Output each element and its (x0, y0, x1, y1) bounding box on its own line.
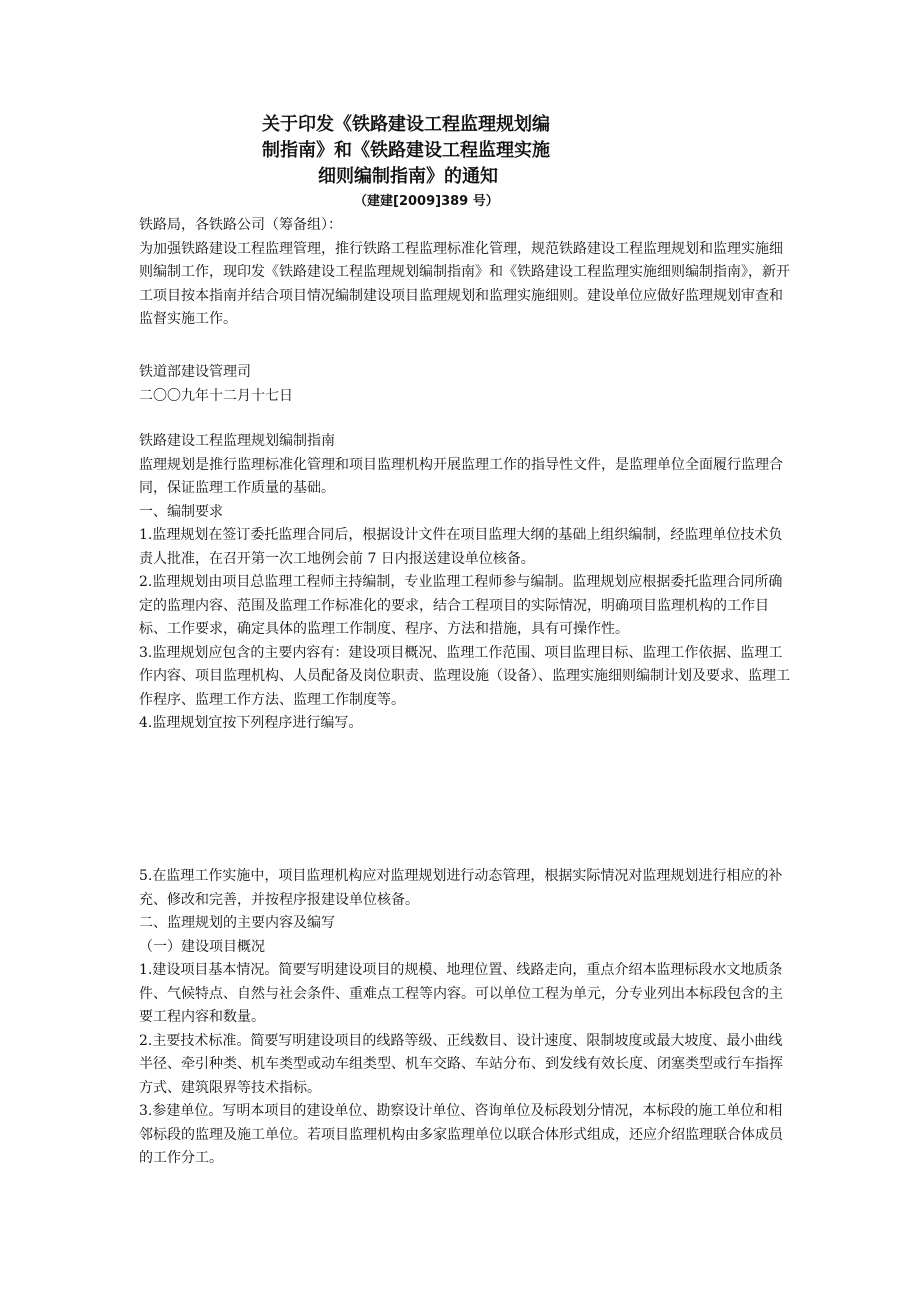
list-item: 2.监理规划由项目总监理工程师主持编制，专业监理工程师参与编制。监理规划应根据委托监理合同所确定的监理内容、范围及监理工作标准化的要求，结合工程项目的实际情况，明确项目监理机构的工作目标、工作要求，确定具体的监理工作制度、程序、方法和措施，具有可操作性。 (139, 574, 783, 637)
signature-date: 二〇〇九年十二月十七日 (139, 387, 293, 404)
signature-block (139, 361, 791, 408)
section-heading-1: 一、编制要求 (139, 503, 223, 520)
list-item: 1.监理规划在签订委托监理合同后，根据设计文件在项目监理大纲的基础上组织编制，经监理单位技术负责人批准，在召开第一次工地例会前 7 日内报送建设单位核备。 (139, 527, 783, 567)
list-item: 1.建设项目基本情况。简要写明建设项目的规模、地理位置、线路走向，重点介绍本监理标段水文地质条件、气候特点、自然与社会条件、重难点工程等内容。可以单位工程为单元，分专业列出本标段包含的主要工程内容和数量。 (139, 962, 783, 1025)
list-item: 3.参建单位。写明本项目的建设单位、勘察设计单位、咨询单位及标段划分情况，本标段的施工单位和相邻标段的监理及施工单位。若项目监理机构由多家监理单位以联合体形式组成，还应介绍监理联合体成员的工作分工。 (139, 1103, 783, 1166)
notice-paragraph: 为加强铁路建设工程监理管理，推行铁路工程监理标准化管理，规范铁路建设工程监理规划和监理实施细则编制工作，现印发《铁路建设工程监理规划编制指南》和《铁路建设工程监理实施细则编制指南》，新开工项目按本指南并结合项目情况编制建设项目监理规划和监理实施细则。建设单位应做好监理规划审查和监督实施工作。 (139, 240, 790, 327)
guide-part-2 (139, 865, 791, 1171)
title-line-3: 细则编制指南》的通知 (318, 166, 498, 187)
list-item: 3.监理规划应包含的主要内容有：建设项目概况、监理工作范围、项目监理目标、监理工作依据、监理工作内容、项目监理机构、人员配备及岗位职责、监理设施（设备）、监理实施细则编制计划及要求、监理工作程序、监理工作方法、监理工作制度等。 (139, 644, 790, 708)
section-heading-2: 二、监理规划的主要内容及编写 (139, 915, 335, 931)
subsection-heading: （一）建设项目概况 (139, 938, 265, 955)
list-item: 2.主要技术标准。简要写明建设项目的线路等级、正线数目、设计速度、限制坡度或最大坡度、最小曲线半径、牵引种类、机车类型或动车组类型、机车交路、车站分布、到发线有效长度、闭塞类型或行车指挥方式、建筑限界等技术指标。 (139, 1032, 783, 1096)
guide-intro: 监理规划是推行监理标准化管理和项目监理机构开展监理工作的指导性文件，是监理单位全面履行监理合同，保证监理工作质量的基础。 (139, 456, 783, 496)
title-line-1: 关于印发《铁路建设工程监理规划编 (262, 114, 550, 135)
guide-part-1 (139, 430, 791, 736)
notice-body (139, 214, 791, 332)
title-line-2: 制指南》和《铁路建设工程监理实施 (262, 140, 550, 161)
list-item: 4.监理规划宜按下列程序进行编写。 (139, 715, 363, 731)
list-item: 5.在监理工作实施中，项目监理机构应对监理规划进行动态管理，根据实际情况对监理规划进行相应的补充、修改和完善，并按程序报建设单位核备。 (139, 868, 783, 908)
signature-org: 铁道部建设管理司 (139, 364, 251, 380)
document-title (262, 112, 562, 190)
guide-heading: 铁路建设工程监理规划编制指南 (139, 433, 335, 449)
document-number: （建建[2009]389 号） (354, 194, 499, 209)
salutation: 铁路局，各铁路公司（筹备组）： (139, 217, 342, 233)
